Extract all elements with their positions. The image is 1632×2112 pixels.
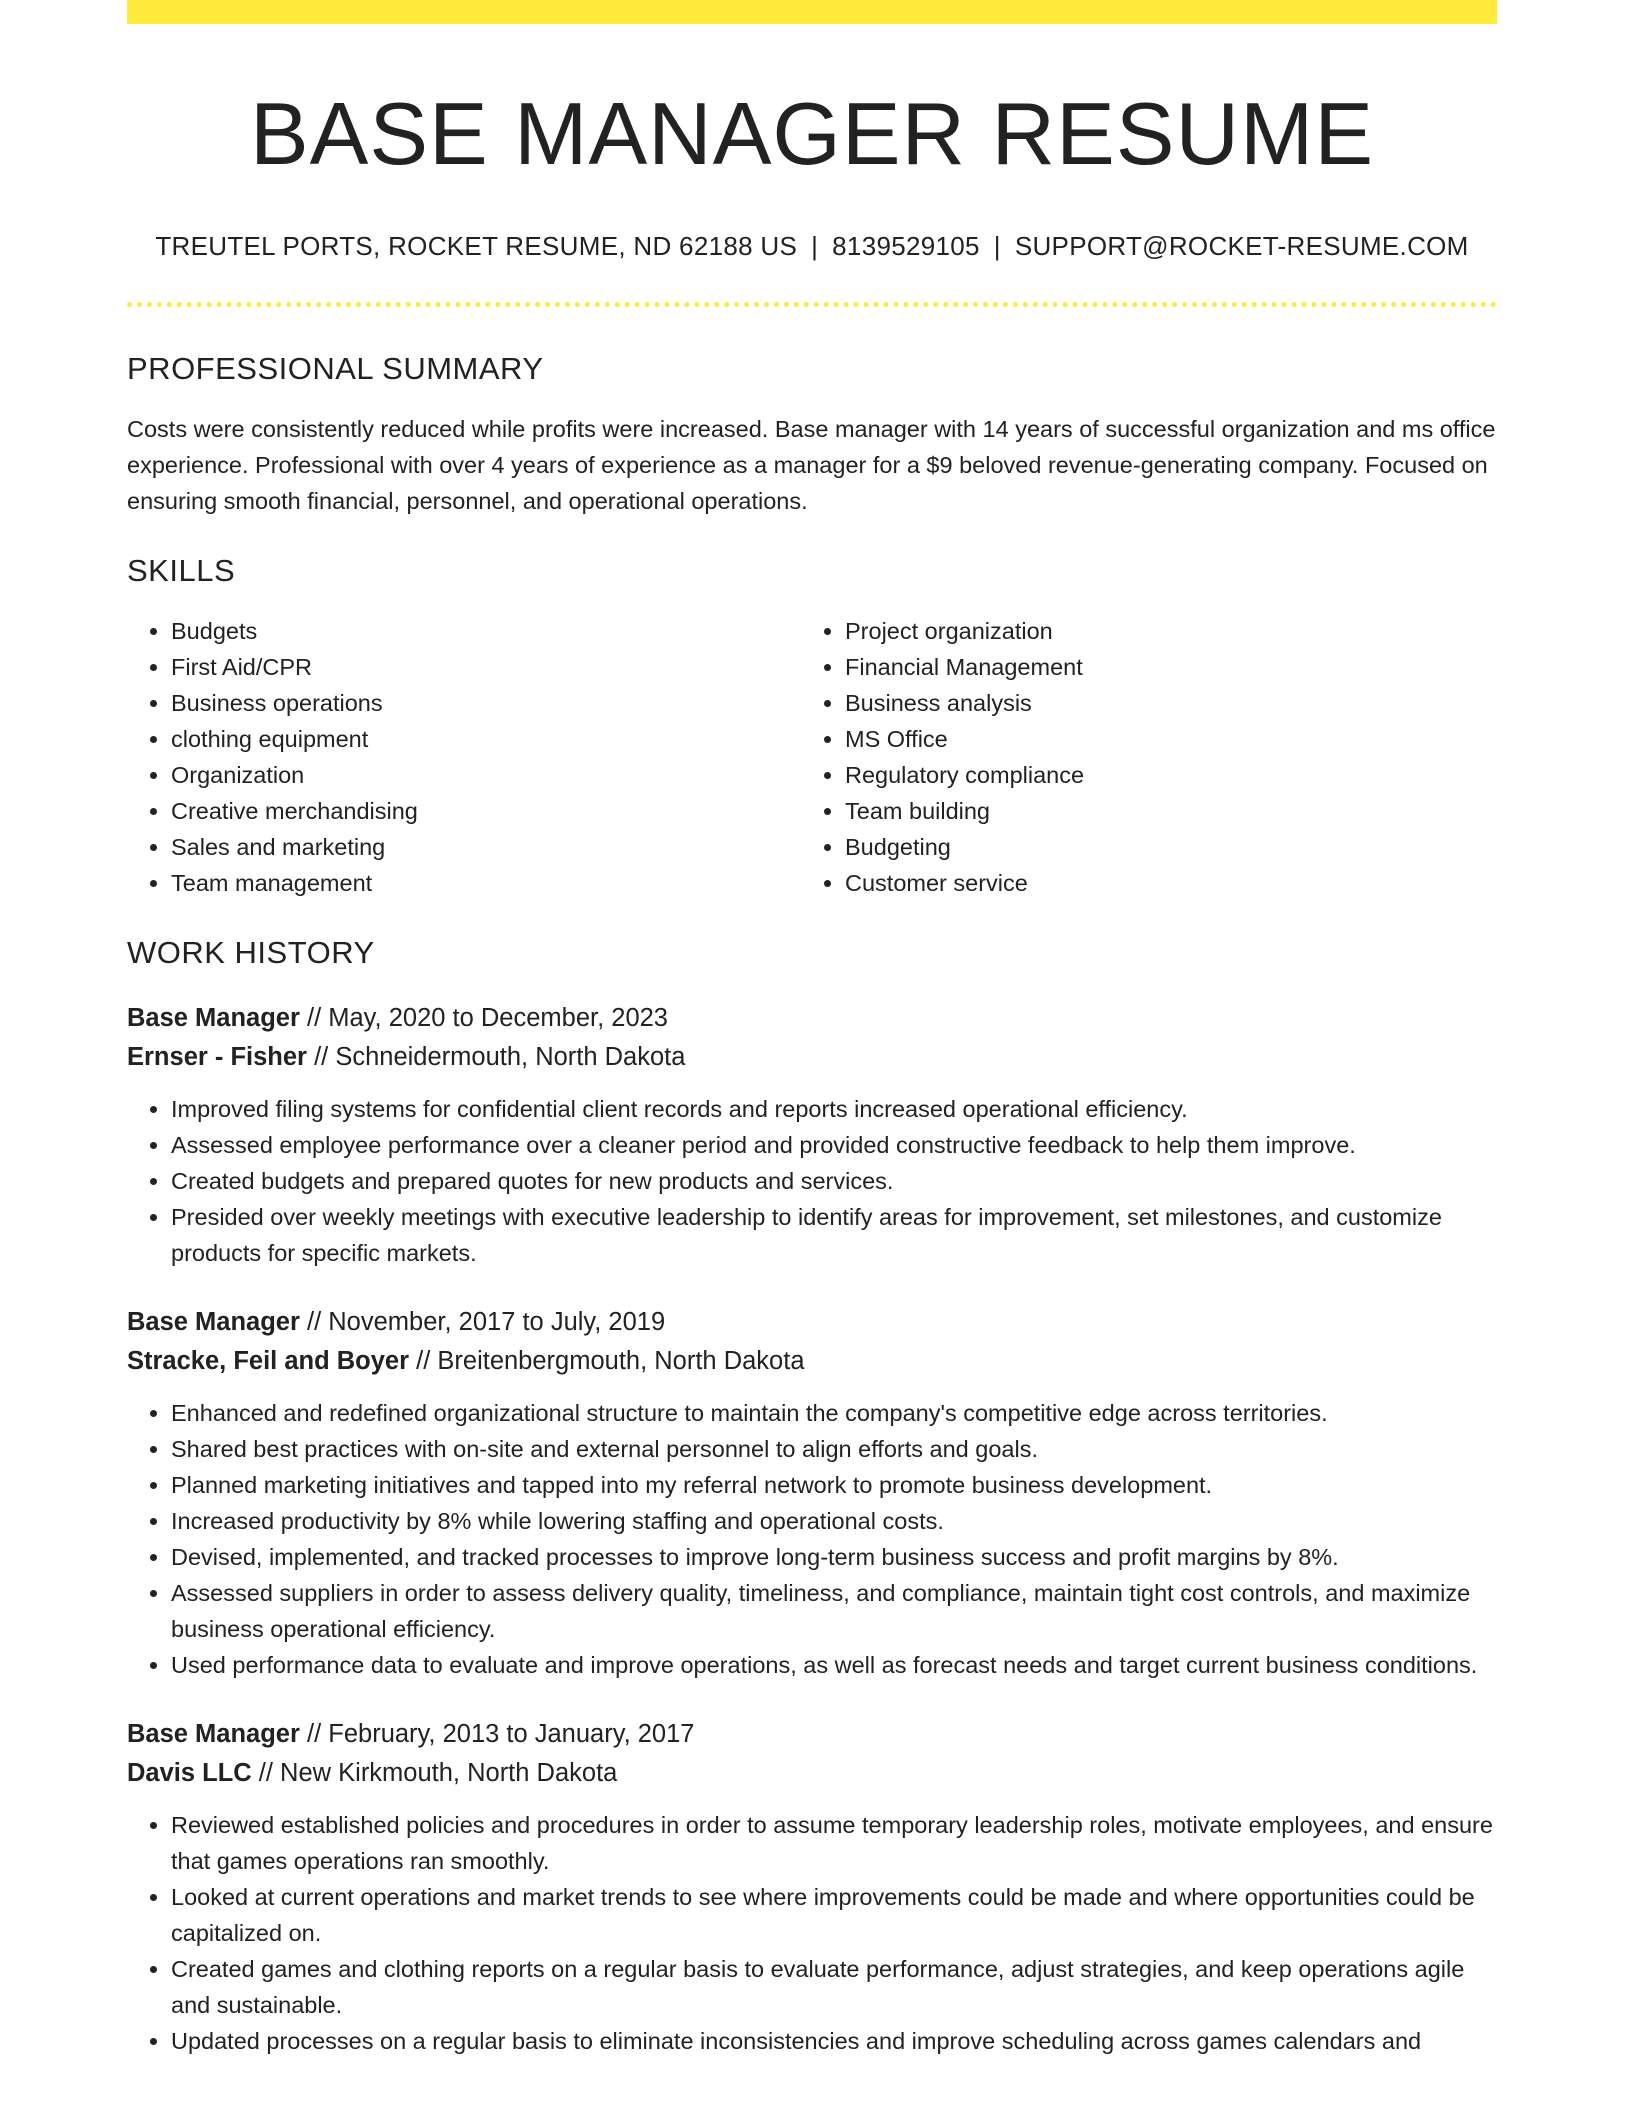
job-bullet: • Used performance data to evaluate and improve operations, as well as forecast needs and target current business conditions. xyxy=(171,1647,1497,1683)
job-bullet: • Devised, implemented, and tracked processes to improve long-term business success and profit margins by 8%. xyxy=(171,1539,1497,1575)
skill-item: • clothing equipment xyxy=(171,721,801,757)
skill-item: • Organization xyxy=(171,757,801,793)
job-location: // Schneidermouth, North Dakota xyxy=(306,1042,686,1071)
work-history-heading: WORK HISTORY xyxy=(127,934,375,970)
skills-list xyxy=(127,613,1497,901)
skill-item: • Project organization xyxy=(845,613,1475,649)
job-bullet: • Shared best practices with on-site and external personnel to align efforts and goals. xyxy=(171,1431,1497,1467)
skill-item: • Budgeting xyxy=(845,829,1475,865)
job-bullet: • Planned marketing initiatives and tapped into my referral network to promote business development. xyxy=(171,1467,1497,1503)
resume-page xyxy=(127,0,1497,2059)
skill-item: • Team building xyxy=(845,793,1475,829)
skills-heading: SKILLS xyxy=(127,552,236,588)
summary-heading: PROFESSIONAL SUMMARY xyxy=(127,350,544,386)
skill-item: • Sales and marketing xyxy=(171,829,801,865)
job-entry xyxy=(127,999,1497,1271)
skill-item: • MS Office xyxy=(845,721,1475,757)
job-bullet: • Improved filing systems for confidential client records and reports increased operational efficiency. xyxy=(171,1091,1497,1127)
job-role: Base Manager xyxy=(127,1307,300,1336)
skills-column-right xyxy=(801,613,1475,901)
job-role-line xyxy=(127,999,1497,1038)
job-company-line xyxy=(127,1342,1497,1381)
job-company: Davis LLC xyxy=(127,1758,252,1787)
resume-title: BASE MANAGER RESUME xyxy=(249,84,1375,183)
job-role-line xyxy=(127,1303,1497,1342)
contact-email: SUPPORT@ROCKET-RESUME.COM xyxy=(1014,230,1469,261)
job-bullet: • Created games and clothing reports on a regular basis to evaluate performance, adjust strategies, and keep operations agile and sustainable. xyxy=(171,1951,1497,2023)
skill-item: • Financial Management xyxy=(845,649,1475,685)
job-role-line xyxy=(127,1715,1497,1754)
dotted-divider xyxy=(127,302,1497,307)
skill-item: • Business analysis xyxy=(845,685,1475,721)
skill-item: • Creative merchandising xyxy=(171,793,801,829)
job-bullet: • Presided over weekly meetings with executive leadership to identify areas for improvement, set milestones, and customize products for specific markets. xyxy=(171,1199,1497,1271)
skill-item: • Budgets xyxy=(171,613,801,649)
job-bullet: • Looked at current operations and market trends to see where improvements could be made and where opportunities could be capitalized on. xyxy=(171,1879,1497,1951)
job-entry xyxy=(127,1303,1497,1683)
job-bullet: • Updated processes on a regular basis to eliminate inconsistencies and improve scheduling across games calendars and xyxy=(171,2023,1497,2059)
job-entry xyxy=(127,1715,1497,2059)
job-bullet: • Assessed suppliers in order to assess delivery quality, timeliness, and compliance, maintain tight cost controls, and maximize business operational efficiency. xyxy=(171,1575,1497,1647)
skill-item: • Regulatory compliance xyxy=(845,757,1475,793)
job-bullets xyxy=(127,1807,1497,2059)
job-location: // Breitenbergmouth, North Dakota xyxy=(409,1346,805,1375)
contact-address: TREUTEL PORTS, ROCKET RESUME, ND 62188 US xyxy=(155,230,798,261)
job-bullet: • Created budgets and prepared quotes for new products and services. xyxy=(171,1163,1497,1199)
job-dates: // February, 2013 to January, 2017 xyxy=(299,1719,695,1748)
skill-item: • Customer service xyxy=(845,865,1475,901)
job-company-line xyxy=(127,1754,1497,1793)
job-role: Base Manager xyxy=(127,1719,300,1748)
job-bullets xyxy=(127,1091,1497,1271)
skill-item: • Business operations xyxy=(171,685,801,721)
job-company-line xyxy=(127,1038,1497,1077)
job-company: Stracke, Feil and Boyer xyxy=(127,1346,410,1375)
skills-column-left xyxy=(127,613,801,901)
job-location: // New Kirkmouth, North Dakota xyxy=(251,1758,618,1787)
job-bullets xyxy=(127,1395,1497,1683)
job-role: Base Manager xyxy=(127,1003,300,1032)
contact-separator: | xyxy=(811,230,819,261)
contact-phone: 8139529105 xyxy=(832,230,980,261)
summary-text: Costs were consistently reduced while profits were increased. Base manager with 14 years of successful organization and ms office experience. Professional with over 4 years of experience as a manager for a $9 beloved revenue-generating company. Focused on ensuring smooth financial, personnel, and operational operations. xyxy=(127,415,1496,514)
job-bullet: • Reviewed established policies and procedures in order to assume temporary leadership roles, motivate employees, and ensure that games operations ran smoothly. xyxy=(171,1807,1497,1879)
job-bullet: • Assessed employee performance over a cleaner period and provided constructive feedback to help them improve. xyxy=(171,1127,1497,1163)
job-bullet: • Increased productivity by 8% while lowering staffing and operational costs. xyxy=(171,1503,1497,1539)
contact-line xyxy=(127,231,1497,262)
job-bullet: • Enhanced and redefined organizational structure to maintain the company's competitive edge across territories. xyxy=(171,1395,1497,1431)
skill-item: • Team management xyxy=(171,865,801,901)
job-company: Ernser - Fisher xyxy=(127,1042,307,1071)
accent-top-bar xyxy=(127,0,1497,24)
job-dates: // November, 2017 to July, 2019 xyxy=(299,1307,666,1336)
skill-item: • First Aid/CPR xyxy=(171,649,801,685)
job-dates: // May, 2020 to December, 2023 xyxy=(299,1003,668,1032)
contact-separator: | xyxy=(993,230,1001,261)
